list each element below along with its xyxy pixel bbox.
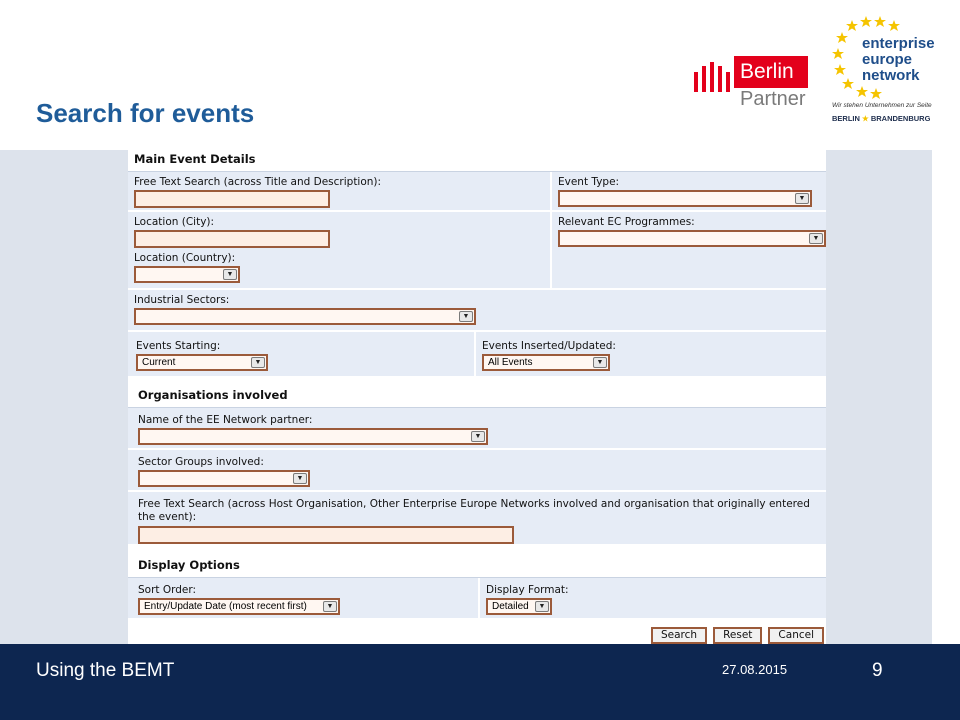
form-row [128, 212, 826, 290]
display-format-select[interactable] [486, 598, 552, 615]
ee-partner-cell [128, 408, 826, 448]
ee-partner-select[interactable] [138, 428, 488, 445]
host-free-text-input[interactable] [138, 526, 514, 544]
relevant-ec-label: Relevant EC Programmes: [558, 216, 695, 228]
relevant-ec-select[interactable] [558, 230, 826, 247]
events-inserted-select[interactable] [482, 354, 610, 371]
events-inserted-value: All Events [488, 357, 533, 368]
form-row [128, 172, 826, 212]
form-row [128, 450, 826, 492]
event-type-label: Event Type: [558, 176, 620, 188]
events-inserted-label: Events Inserted/Updated: [482, 340, 616, 352]
host-free-text-cell [128, 492, 826, 544]
events-starting-value: Current [142, 357, 176, 368]
form-row [128, 492, 826, 546]
een-region [832, 114, 930, 123]
form-row [128, 578, 826, 620]
dropdown-arrow-icon[interactable]: ▼ [471, 431, 485, 442]
cancel-button[interactable]: Cancel [768, 627, 824, 644]
slide-title: Search for events [36, 98, 255, 128]
organisations-involved-header: Organisations involved [128, 378, 826, 408]
main-event-details-header: Main Event Details [128, 150, 826, 172]
dropdown-arrow-icon[interactable]: ▼ [293, 473, 307, 484]
ee-partner-label: Name of the EE Network partner: [138, 414, 313, 426]
display-options-header: Display Options [128, 546, 826, 578]
een-word-2: europe [862, 51, 913, 68]
dropdown-arrow-icon[interactable]: ▼ [795, 193, 809, 204]
sector-groups-select[interactable] [138, 470, 310, 487]
host-free-text-label: Free Text Search (across Host Organisation, Other Enterprise Europe Networks involved and organisation that originally entered the event): [138, 498, 810, 523]
sort-order-label: Sort Order: [138, 584, 197, 596]
search-events-form-panel [128, 150, 826, 644]
location-cell [128, 212, 552, 288]
berlin-logo-text: Berlin [734, 56, 808, 88]
search-form [128, 150, 826, 620]
display-format-value: Detailed [492, 601, 529, 612]
reset-button[interactable]: Reset [713, 627, 762, 644]
sector-groups-label: Sector Groups involved: [138, 456, 264, 468]
display-format-cell [480, 578, 826, 618]
star-icon: ★ [862, 114, 869, 123]
form-buttons [651, 627, 824, 644]
location-city-label: Location (City): [134, 216, 215, 228]
dropdown-arrow-icon[interactable]: ▼ [535, 601, 549, 612]
form-row [128, 290, 826, 332]
slide-footer [0, 644, 960, 720]
een-word-1: enterprise [862, 35, 935, 52]
free-text-cell [128, 172, 552, 210]
page-number: 9 [872, 660, 883, 681]
industrial-sectors-cell [128, 290, 826, 330]
display-format-label: Display Format: [486, 584, 569, 596]
events-inserted-cell [476, 332, 826, 376]
een-tagline: Wir stehen Unternehmen zur Seite [832, 102, 932, 109]
events-starting-cell [128, 332, 476, 376]
events-starting-select[interactable] [136, 354, 268, 371]
brandenburg-gate-icon [694, 60, 738, 92]
berlin-partner-logo [694, 56, 810, 116]
dropdown-arrow-icon[interactable]: ▼ [323, 601, 337, 612]
industrial-sectors-label: Industrial Sectors: [134, 294, 230, 306]
dropdown-arrow-icon[interactable]: ▼ [593, 357, 607, 368]
dropdown-arrow-icon[interactable]: ▼ [459, 311, 473, 322]
location-country-select[interactable] [134, 266, 240, 283]
location-country-label: Location (Country): [134, 252, 236, 264]
event-type-cell [552, 172, 826, 210]
footer-date: 27.08.2015 [722, 662, 788, 677]
free-text-label: Free Text Search (across Title and Description): [134, 176, 382, 188]
form-row [128, 408, 826, 450]
dropdown-arrow-icon[interactable]: ▼ [809, 233, 823, 244]
relevant-ec-cell [552, 212, 826, 288]
dropdown-arrow-icon[interactable]: ▼ [223, 269, 237, 280]
een-city-1: BERLIN [832, 114, 860, 123]
partner-logo-text: Partner [740, 88, 806, 110]
event-type-select[interactable] [558, 190, 812, 207]
sort-order-value: Entry/Update Date (most recent first) [144, 601, 307, 612]
een-city-2: BRANDENBURG [870, 114, 931, 123]
footer-title: Using the BEMT [36, 660, 175, 681]
events-starting-label: Events Starting: [136, 340, 221, 352]
form-row [128, 332, 826, 378]
een-word-3: network [862, 67, 920, 84]
een-logo [830, 14, 950, 132]
search-button[interactable]: Search [651, 627, 707, 644]
location-city-input[interactable] [134, 230, 330, 248]
free-text-input[interactable] [134, 190, 330, 208]
sort-order-cell [128, 578, 480, 618]
sector-groups-cell [128, 450, 826, 490]
dropdown-arrow-icon[interactable]: ▼ [251, 357, 265, 368]
industrial-sectors-select[interactable] [134, 308, 476, 325]
sort-order-select[interactable] [138, 598, 340, 615]
